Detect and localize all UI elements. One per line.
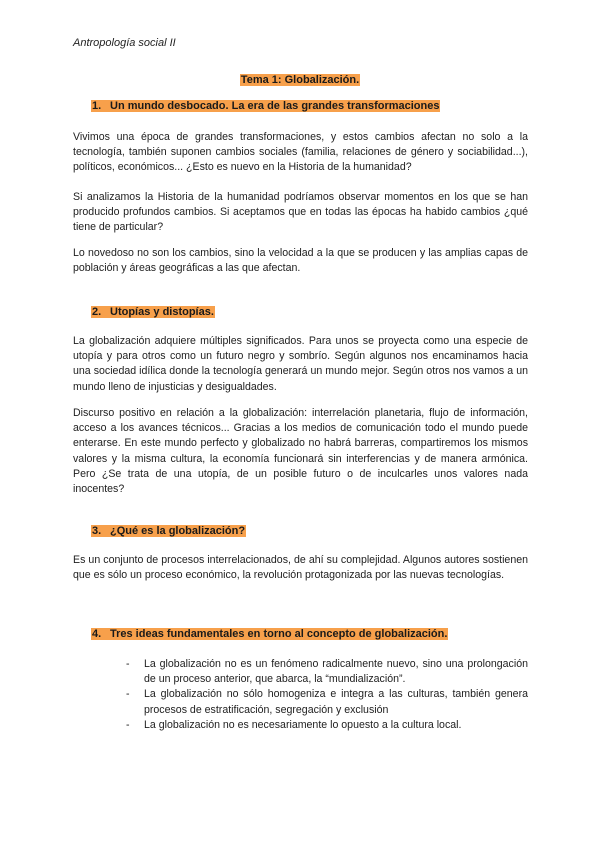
section-3-heading bbox=[91, 525, 246, 537]
section-2-title: Utopías y distopías. bbox=[110, 306, 214, 318]
list-item-text: La globalización no es un fenómeno radicalmente nuevo, sino una prolongación de un proceso anterior, que abarca, la “mundialización”. bbox=[144, 658, 528, 686]
section-1-heading bbox=[91, 100, 440, 112]
section-3-number: 3. bbox=[92, 525, 102, 537]
list-item bbox=[126, 657, 528, 687]
section-1-title: Un mundo desbocado. La era de las grandes transformaciones bbox=[110, 100, 440, 112]
section-2-number: 2. bbox=[92, 306, 102, 318]
section-4-number: 4. bbox=[92, 628, 102, 640]
document-header: Antropología social II bbox=[73, 37, 176, 49]
document-title: Tema 1: Globalización. bbox=[240, 74, 360, 86]
section-1-paragraph-3: Lo novedoso no son los cambios, sino la velocidad a la que se producen y las amplias capas de población y áreas geográficas a las que afectan. bbox=[73, 247, 528, 275]
section-2-heading bbox=[91, 306, 215, 318]
title-container bbox=[0, 70, 600, 88]
section-2-paragraph-2: Discurso positivo en relación a la globalización: interrelación planetaria, flujo de información, acceso a los avances técnicos... Gracias a los medios de comunicación todo el mundo puede enterarse. En este mundo perfecto y globalizado no habrá barreras, compartiremos los mismos valores y la misma cultura, la economía funcionará sin interferencias y de manera armónica. Pero ¿Se trata de una utopía, de un posible futuro o de inculcarles unos valores nada inocentes? bbox=[73, 407, 528, 496]
list-item-text: La globalización no es necesariamente lo opuesto a la cultura local. bbox=[144, 718, 462, 731]
list-item bbox=[126, 718, 528, 733]
bullet-dash: - bbox=[126, 658, 130, 670]
section-1-number: 1. bbox=[92, 100, 102, 112]
section-1-paragraph-2: Si analizamos la Historia de la humanidad podríamos observar momentos en los que se han producido profundos cambios. Si aceptamos que en todas las épocas ha habido cambios ¿qué tiene de particular? bbox=[73, 191, 528, 234]
section-3-title: ¿Qué es la globalización? bbox=[110, 525, 246, 537]
section-3-paragraph-1: Es un conjunto de procesos interrelacionados, de ahí su complejidad. Algunos autores sostienen que es sólo un proceso económico, la revolución protagonizada por las nuevas tecnologías. bbox=[73, 554, 528, 582]
section-1-paragraph-1: Vivimos una época de grandes transformaciones, y estos cambios afectan no solo a la tecnología, también suponen cambios sociales (familia, relaciones de género y sociabilidad...), políticos, económicos... ¿Esto es nuevo en la Historia de la humanidad? bbox=[73, 131, 528, 174]
list-item-text: La globalización no sólo homogeniza e integra a las culturas, también genera procesos de estratificación, segregación y exclusión bbox=[144, 688, 528, 716]
section-4-heading bbox=[91, 628, 448, 640]
bullet-dash: - bbox=[126, 688, 130, 701]
section-4-title: Tres ideas fundamentales en torno al concepto de globalización. bbox=[110, 628, 448, 640]
section-2-paragraph-1: La globalización adquiere múltiples significados. Para unos se proyecta como una especie de utopía y para otros como un futuro negro y sombrío. Según algunos nos encaminamos hacia una sociedad idílica donde la tecnología generará un mundo mejor. Según otros nos vamos a un mundo lleno de injusticias y desigualdades. bbox=[73, 335, 528, 393]
bullet-dash: - bbox=[126, 718, 130, 731]
section-4-bullet-list bbox=[126, 657, 528, 733]
list-item bbox=[126, 687, 528, 717]
